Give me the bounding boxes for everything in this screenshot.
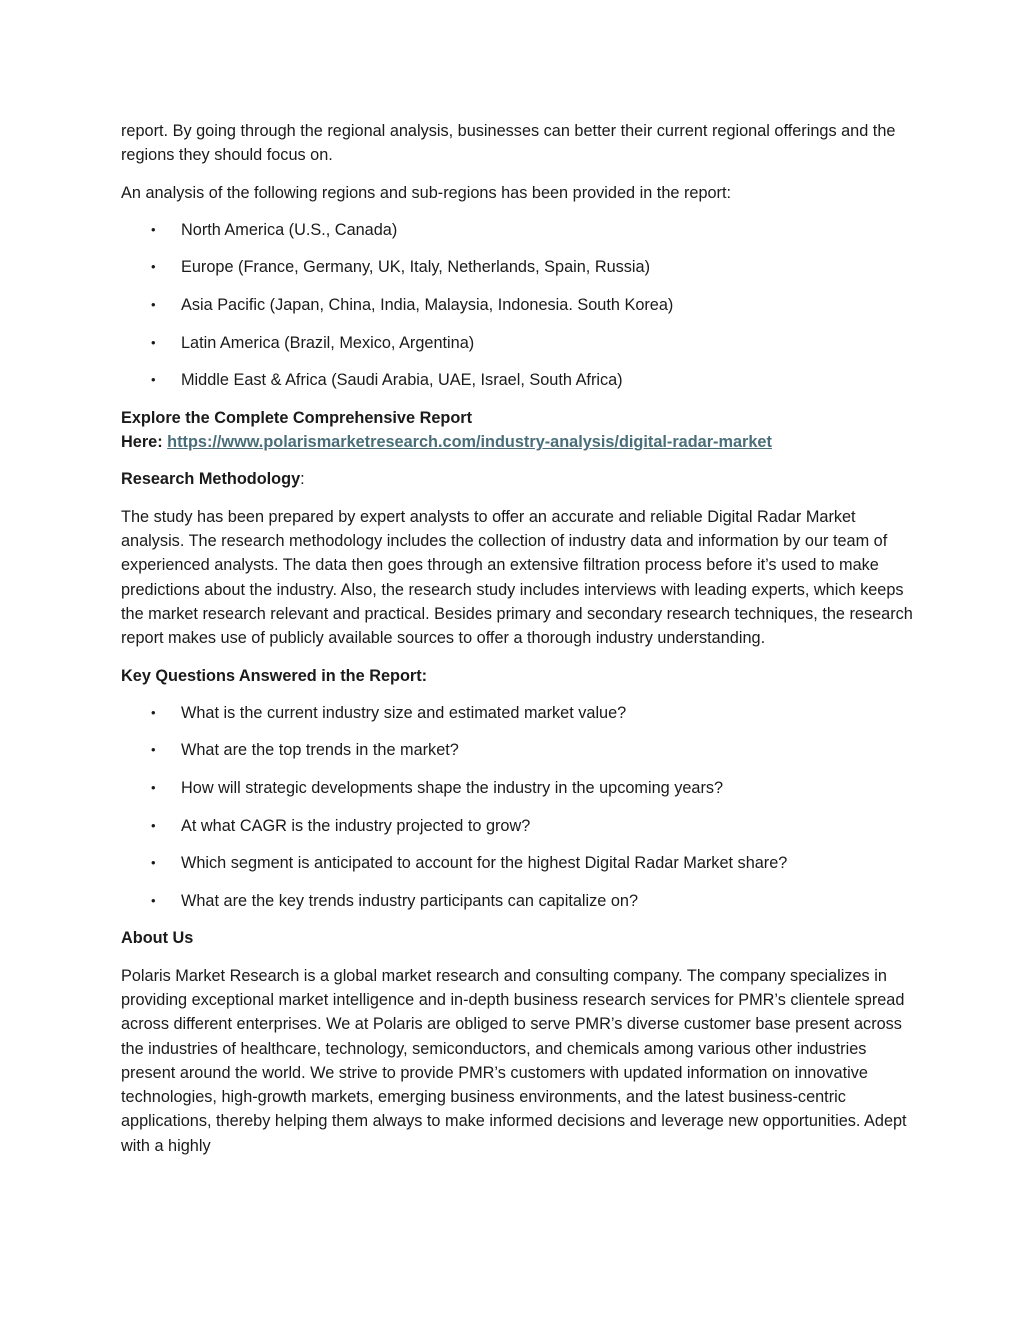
questions-list [121, 701, 921, 913]
question-text: How will strategic developments shape the industry in the upcoming years? [181, 779, 724, 798]
about-paragraph: Polaris Market Research is a global market research and consulting company. The company specializes in providing exceptional market intelligence and in-depth business research services for PMR’s clientele spread across different enterprises. We at Polaris are obliged to serve PMR’s diverse customer base present across the industries of healthcare, technology, semiconductors, and chemicals among various other industries present around the world. We strive to provide PMR’s customers with updated information on innovative technologies, high-growth markets, emerging business environments, and the latest business-centric applications, thereby helping them always to make informed decisions and leverage new opportunities. Adept with a highly [121, 966, 907, 1155]
bullet-icon: • [151, 704, 156, 720]
bullet-icon: • [151, 259, 156, 275]
list-item [121, 368, 921, 392]
regions-list [121, 218, 921, 393]
bullet-icon: • [151, 334, 156, 350]
bullet-icon: • [151, 297, 156, 313]
questions-heading: Key Questions Answered in the Report: [121, 666, 428, 685]
list-item [121, 701, 921, 725]
bullet-icon: • [151, 855, 156, 871]
region-text: Asia Pacific (Japan, China, India, Malaysia, Indonesia. South Korea) [181, 296, 674, 315]
region-text: North America (U.S., Canada) [181, 220, 398, 239]
intro-paragraph: report. By going through the regional analysis, businesses can better their current regional offerings and the regions they should focus on. [121, 122, 896, 165]
question-text: What is the current industry size and estimated market value? [181, 703, 627, 722]
methodology-colon: : [300, 470, 305, 489]
methodology-paragraph: The study has been prepared by expert analysts to offer an accurate and reliable Digital Radar Market analysis. The research methodology includes the collection of industry data and information by our team of experienced analysts. The data then goes through an extensive filtration process before it’s used to make predictions about the industry. Also, the research study includes interviews with leading experts, which keeps the market research relevant and practical. Besides primary and secondary research techniques, the research report makes use of publicly available sources to offer a thorough industry understanding. [121, 507, 913, 648]
methodology-heading-line [121, 467, 921, 491]
region-text: Latin America (Brazil, Mexico, Argentina) [181, 333, 475, 352]
list-item [121, 851, 921, 875]
list-item [121, 738, 921, 762]
bullet-icon: • [151, 742, 156, 758]
document-page [121, 119, 921, 1171]
list-item [121, 814, 921, 838]
list-item [121, 218, 921, 242]
methodology-heading: Research Methodology [121, 470, 301, 489]
bullet-icon: • [151, 892, 156, 908]
bullet-icon: • [151, 221, 156, 237]
explore-heading: Explore the Complete Comprehensive Report [121, 408, 473, 427]
bullet-icon: • [151, 780, 156, 796]
regions-intro-paragraph: An analysis of the following regions and sub-regions has been provided in the report: [121, 183, 732, 202]
explore-report-block [121, 406, 921, 455]
list-item [121, 293, 921, 317]
region-text: Europe (France, Germany, UK, Italy, Netherlands, Spain, Russia) [181, 258, 651, 277]
here-label: Here: [121, 433, 168, 452]
list-item [121, 331, 921, 355]
region-text: Middle East & Africa (Saudi Arabia, UAE, Israel, South Africa) [181, 371, 623, 390]
list-item [121, 776, 921, 800]
list-item [121, 255, 921, 279]
list-item [121, 889, 921, 913]
question-text: Which segment is anticipated to account for the highest Digital Radar Market share? [181, 854, 788, 873]
bullet-icon: • [151, 372, 156, 388]
bullet-icon: • [151, 817, 156, 833]
question-text: At what CAGR is the industry projected to grow? [181, 816, 531, 835]
question-text: What are the top trends in the market? [181, 741, 459, 760]
about-heading: About Us [121, 929, 194, 948]
question-text: What are the key trends industry participants can capitalize on? [181, 891, 639, 910]
report-link[interactable]: https://www.polarismarketresearch.com/industry-analysis/digital-radar-market [167, 433, 772, 452]
